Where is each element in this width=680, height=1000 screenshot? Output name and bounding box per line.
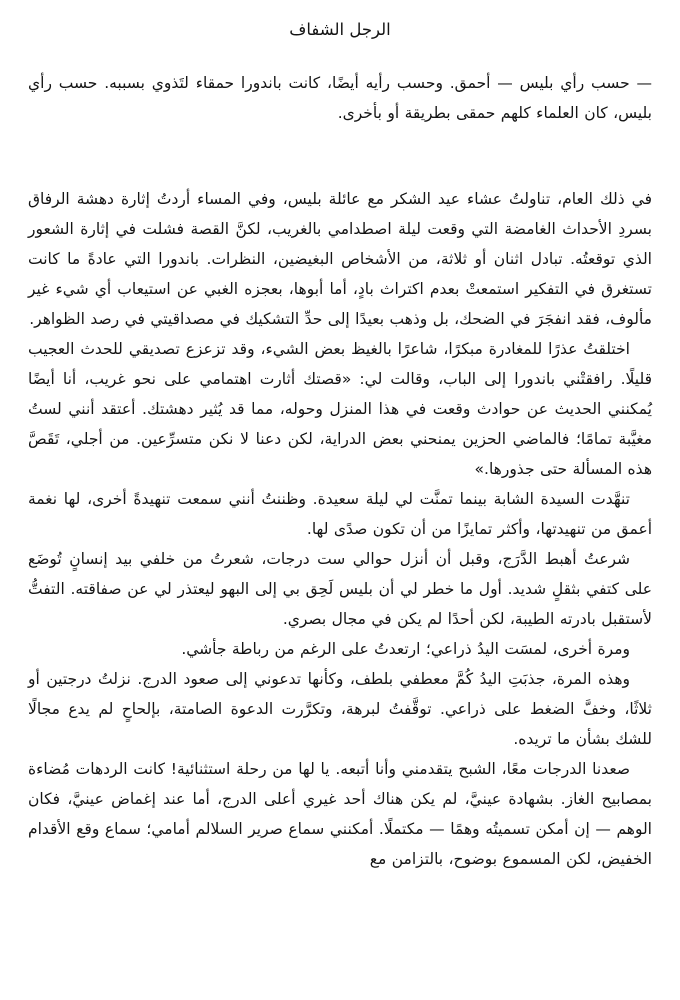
paragraph-silent-invitation: وهذه المرة، جذبَتِ اليدُ كُمَّ معطفي بلطف، وكأنها تدعوني إلى صعود الدرج. نزلتُ درجتين أو ثلاثًا، وخفَّ الضغط على ذراعي. توقَّفتُ لبرهة، وتكرَّرت الدعوة الصامتة، بإلحاحٍ لم يدع مجالًا للشك بشأن ما تريده. [28,670,652,748]
opening-paragraph: — حسب رأي بليس — أحمق. وحسب رأيه أيضًا، كانت باندورا حمقاء لتَذوي بسببه. حسب رأي بليس، كان العلماء كلهم حمقى بطريقة أو بأخرى. [28,74,652,122]
paragraph-young-lady-sigh: تنهَّدت السيدة الشابة بينما تمنَّت لي ليلة سعيدة. وظننتُ أنني سمعت تنهيدةً أخرى، لها نغمة أعمق من تنهيدتها، وأكثر تمايزًا من أن تكون صدًى لها. [28,490,652,538]
page-title: الرجل الشفاف [289,20,391,39]
paragraph-hand-on-shoulder: شرعتُ أهبط الدَّرَج، وقبل أن أنزل حوالي ست درجات، شعرتُ من خلفي بيد إنسانٍ تُوضَع على كتفي بثقلٍ شديد. أول ما خطر لي أن بليس لَحِق بي إلى البهو ليعتذر لي عن صفاقته. التفتُّ لأستقبل بادرته الطيبة، لكن أحدًا لم يكن في مجال بصري. [28,550,652,628]
paragraph-excuse-to-leave: اختلقتُ عذرًا للمغادرة مبكرًا، شاعرًا بالغيظ بعض الشيء، وقد تزعزع تصديقي للحدث العجيب قليلًا. رافقتْني باندورا إلى الباب، وقالت لي: «قصتك أثارت اهتمامي على نحو غريب، أنا أيضًا يُمكنني الحديث عن حوادث وقعت في هذا المنزل وحوله، مما قد يُثير دهشتك. أعتقد أنني لستُ مغيَّبة تمامًا؛ فالماضي الحزين يمنحني بعض الدراية، لكن دعنا لا نكن متسرِّعين. من أجلي، تَقَصَّ هذه المسألة حتى جذورها.» [28,340,652,478]
paragraph-hand-touch-again: ومرة أخرى، لمسَت اليدُ ذراعي؛ ارتعدتُ على الرغم من رباطة جأشي. [181,640,630,658]
paragraph-thanksgiving-dinner: في ذلك العام، تناولتُ عشاء عيد الشكر مع عائلة بليس، وفي المساء أردتُ إثارة دهشة الرفاق بسردِ الأحداث الغامضة التي وقعت ليلة اصطدامي بالغريب، لكنَّ القصة فشلت في إثارة الشعور الذي توقعتُه. تبادل اثنان أو ثلاثة، من الأشخاص البغيضين، النظرات. باندورا التي عادةً ما كانت تستغرق في التفكير استمعتْ بعدم اكتراث بادٍ، أما أبوها، بعجزه الغبي عن استيعاب أي شيء غير مألوف، فقد انفجَرَ في الضحك، بل وذهب بعيدًا إلى حدِّ التشكيك في مصداقيتي في رصد الظواهر. [28,190,652,328]
paragraph-climbing-stairs: صعدنا الدرجات معًا، الشبح يتقدمني وأنا أتبعه. يا لها من رحلة استثنائية! كانت الردهات مُضاءة بمصابيح الغاز. بشهادة عينيَّ، لم يكن هناك أحد غيري أعلى الدرج، أما عند إغماض عينيَّ، فكان الوهم — إن أمكن تسميتُه وهمًا — مكتملًا. أمكنني سماع صرير السلالم أمامي؛ سماع وقع الأقدام الخفيض، لكن المسموع بوضوح، بالتزامن مع [28,760,652,868]
body-section [28,184,652,874]
